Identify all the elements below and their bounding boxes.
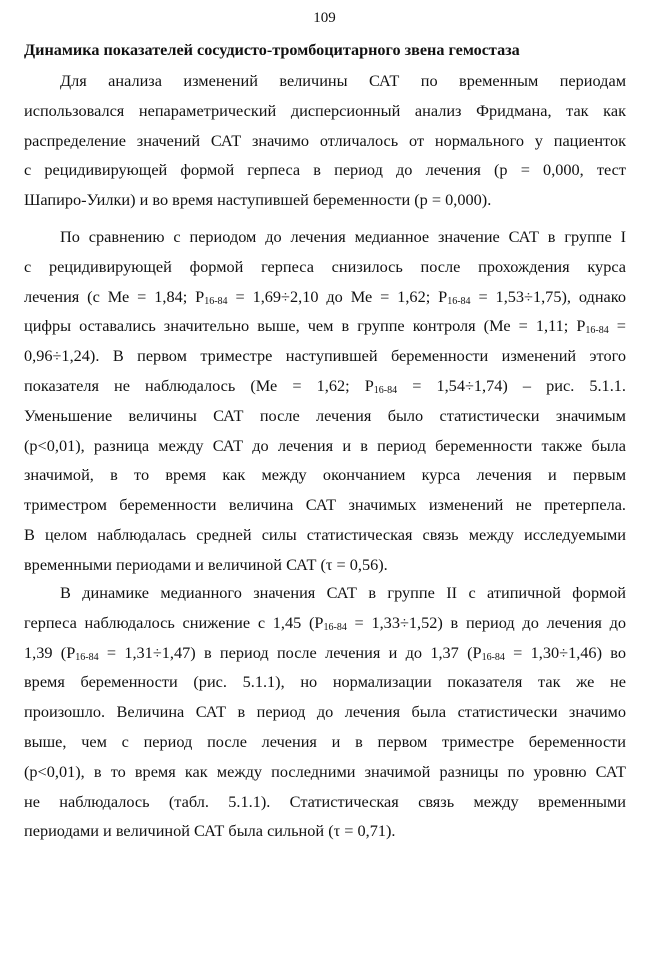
text-line bbox=[24, 341, 626, 371]
section-heading: Динамика показателей сосудисто-тромбоцитарного звена гемостаза bbox=[24, 41, 520, 59]
text-line bbox=[24, 638, 626, 668]
text-segment: = 1,30÷1,46) во bbox=[504, 642, 626, 662]
text-segment: = 1,31÷1,47) в период после лечения и до 1,37 (Р bbox=[98, 642, 482, 662]
text-line bbox=[24, 667, 626, 697]
text-line bbox=[24, 311, 626, 341]
text-segment: В динамике медианного значения САТ в группе II с атипичной формой bbox=[60, 583, 626, 602]
text-line bbox=[24, 490, 626, 520]
text-segment: время беременности (рис. 5.1.1), но нормализации показателя так же не bbox=[24, 672, 626, 692]
text-segment: триместром беременности величина САТ значимых изменений не претерпела. bbox=[24, 495, 626, 515]
text-line bbox=[24, 371, 626, 401]
text-line bbox=[24, 282, 626, 312]
paragraph-2 bbox=[24, 222, 626, 580]
text-segment: = 1,69÷2,10 до Ме = 1,62; Р bbox=[227, 286, 448, 306]
text-line bbox=[24, 787, 626, 817]
text-segment: = bbox=[608, 316, 626, 336]
subscript: 16-84 bbox=[323, 621, 347, 633]
page-number: 109 bbox=[313, 10, 336, 26]
text-segment: распределение значений САТ значимо отличалось от нормального у пациенток bbox=[24, 130, 626, 150]
text-line bbox=[24, 550, 626, 580]
text-line bbox=[24, 757, 626, 787]
text-line bbox=[24, 460, 626, 490]
text-line bbox=[24, 520, 626, 550]
text-segment: Для анализа изменений величины САТ по временным периодам bbox=[60, 71, 626, 90]
text-segment: периодами и величиной САТ была сильной (τ = 0,71). bbox=[24, 821, 396, 841]
paragraph-3 bbox=[24, 578, 626, 846]
text-segment: = 1,53÷1,75), однако bbox=[470, 286, 626, 306]
subscript: 16-84 bbox=[75, 651, 99, 663]
text-line bbox=[24, 96, 626, 126]
text-line bbox=[24, 431, 626, 461]
text-segment: Уменьшение величины САТ после лечения было статистически значимым bbox=[24, 405, 626, 425]
text-line bbox=[24, 727, 626, 757]
paragraph-1 bbox=[24, 66, 626, 215]
text-segment: не наблюдалось (табл. 5.1.1). Статистическая связь между временными bbox=[24, 791, 626, 811]
text-segment: По сравнению с периодом до лечения медианное значение САТ в группе I bbox=[60, 227, 626, 246]
text-segment: В целом наблюдалась средней силы статистическая связь между исследуемыми bbox=[24, 524, 626, 544]
text-segment: произошло. Величина САТ в период до лечения была статистически значимо bbox=[24, 702, 626, 722]
text-line bbox=[24, 185, 626, 215]
text-segment: = 1,33÷1,52) в период до лечения до bbox=[346, 612, 626, 632]
text-segment: (р<0,01), разница между САТ до лечения и в период беременности также была bbox=[24, 435, 626, 455]
text-segment: герпеса наблюдалось снижение с 1,45 (Р bbox=[24, 612, 324, 632]
subscript: 16-84 bbox=[481, 651, 505, 663]
text-line bbox=[24, 578, 626, 608]
text-line bbox=[24, 126, 626, 156]
text-line bbox=[24, 222, 626, 252]
subscript: 16-84 bbox=[373, 384, 398, 396]
text-segment: Шапиро-Уилки) и во время наступившей беременности (р = 0,000). bbox=[24, 190, 492, 210]
text-segment: = 1,54÷1,74) – рис. 5.1.1. bbox=[397, 375, 626, 395]
text-segment: значимой, в то время как между окончанием курса лечения и первым bbox=[24, 465, 626, 485]
text-segment: с рецидивирующей формой герпеса в период до лечения (р = 0,000, тест bbox=[24, 160, 626, 180]
text-segment: показателя не наблюдалось (Ме = 1,62; Р bbox=[24, 375, 374, 395]
text-line bbox=[24, 697, 626, 727]
subscript: 16-84 bbox=[204, 295, 228, 307]
text-line bbox=[24, 401, 626, 431]
subscript: 16-84 bbox=[447, 295, 471, 307]
text-line bbox=[24, 66, 626, 96]
text-segment: (р<0,01), в то время как между последними значимой разницы по уровню САТ bbox=[24, 761, 626, 781]
text-segment: лечения (с Ме = 1,84; Р bbox=[24, 286, 205, 306]
text-segment: временными периодами и величиной САТ (τ = 0,56). bbox=[24, 554, 388, 574]
text-segment: с рецидивирующей формой герпеса снизилось после прохождения курса bbox=[24, 256, 626, 276]
subscript: 16-84 bbox=[585, 325, 609, 337]
text-line bbox=[24, 252, 626, 282]
text-segment: 0,96÷1,24). В первом триместре наступившей беременности изменений этого bbox=[24, 346, 626, 366]
text-segment: выше, чем с период после лечения и в первом триместре беременности bbox=[24, 731, 626, 751]
text-line bbox=[24, 155, 626, 185]
text-segment: использовался непараметрический дисперсионный анализ Фридмана, так как bbox=[24, 100, 626, 120]
text-line bbox=[24, 816, 626, 846]
text-segment: цифры оставались значительно выше, чем в группе контроля (Ме = 1,11; Р bbox=[24, 316, 586, 336]
text-line bbox=[24, 608, 626, 638]
text-segment: 1,39 (Р bbox=[24, 642, 76, 662]
